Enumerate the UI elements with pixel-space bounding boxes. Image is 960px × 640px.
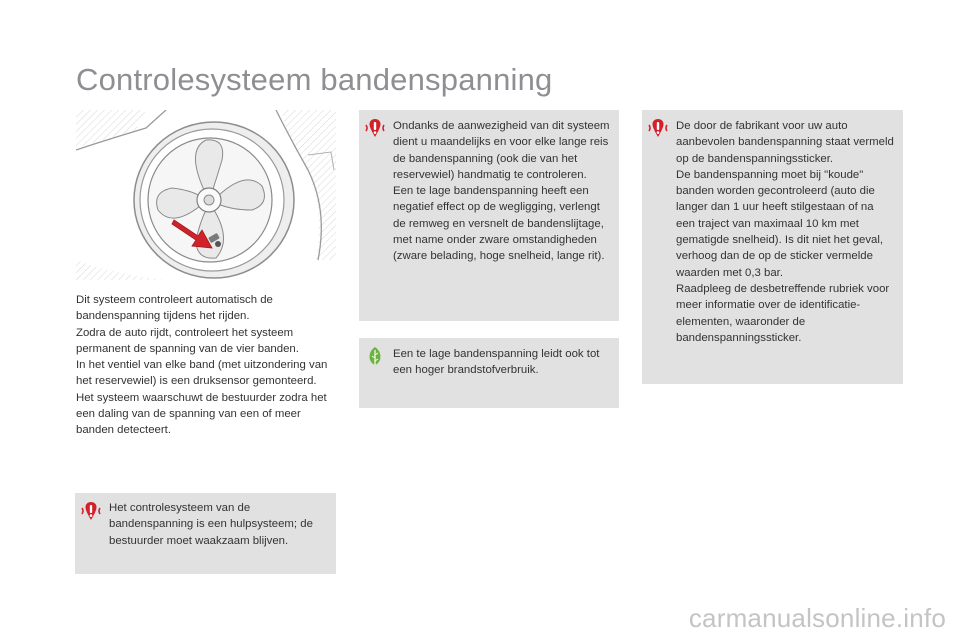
intro-paragraph: Het systeem waarschuwt de bestuurder zodra het een daling van de spanning van een of meer banden detecteert. <box>76 391 327 437</box>
intro-paragraph: Dit systeem controleert automatisch de bandenspanning tijdens het rijden. <box>76 294 273 323</box>
warning-box-paragraph: Ondanks de aanwezigheid van dit systeem dient u maandelijks en voor elke lange reis de bandenspanning (ook die van het reservewiel) handmatig te controleren. <box>393 120 610 181</box>
eco-leaf-icon <box>365 346 385 366</box>
warning-icon <box>81 501 101 521</box>
intro-paragraph: In het ventiel van elke band (met uitzondering van het reservewiel) is een druksensor gemonteerd. <box>76 359 328 388</box>
warning-box-manual-check <box>359 110 619 321</box>
intro-paragraph: Zodra de auto rijdt, controleert het systeem permanent de spanning van de vier banden. <box>76 326 299 355</box>
warning-box-text: Het controlesysteem van de bandenspanning is een hulpsysteem; de bestuurder moet waakzaam blijven. <box>109 502 313 547</box>
warning-icon <box>648 118 668 138</box>
warning-box-paragraph: Raadpleeg de desbetreffende rubriek voor meer informatie over de identificatie-elementen, waaronder de bandenspanningssticker. <box>676 282 890 344</box>
eco-box-text: Een te lage bandenspanning leidt ook tot een hoger brandstofverbruik. <box>393 348 600 377</box>
warning-box-assist-system <box>75 493 336 574</box>
page-title: Controlesysteem bandenspanning <box>76 62 553 97</box>
warning-box-paragraph: De door de fabrikant voor uw auto aanbevolen bandenspanning staat vermeld op de bandenspanningssticker. <box>676 120 894 165</box>
eco-box-fuel-consumption <box>359 338 619 408</box>
warning-box-recommended-pressure <box>642 110 903 384</box>
intro-text <box>76 292 338 439</box>
warning-box-paragraph: Een te lage bandenspanning heeft een negatief effect op de wegligging, verlengt de remweg en versnelt de bandenslijtage, met name onder zware omstandigheden (zware belading, hoge snelheid, lange rit). <box>393 185 605 263</box>
watermark: carmanualsonline.info <box>688 603 946 633</box>
wheel-valve-illustration <box>76 110 336 280</box>
warning-box-paragraph: De bandenspanning moet bij "koude" banden worden gecontroleerd (auto die langer dan 1 uur heeft stilgestaan of na een traject van maximaal 10 km met gematigde snelheid). Is dit niet het geval, verhoog dan de op de sticker vermelde waarden met 0,3 bar. <box>676 168 884 279</box>
warning-icon <box>365 118 385 138</box>
